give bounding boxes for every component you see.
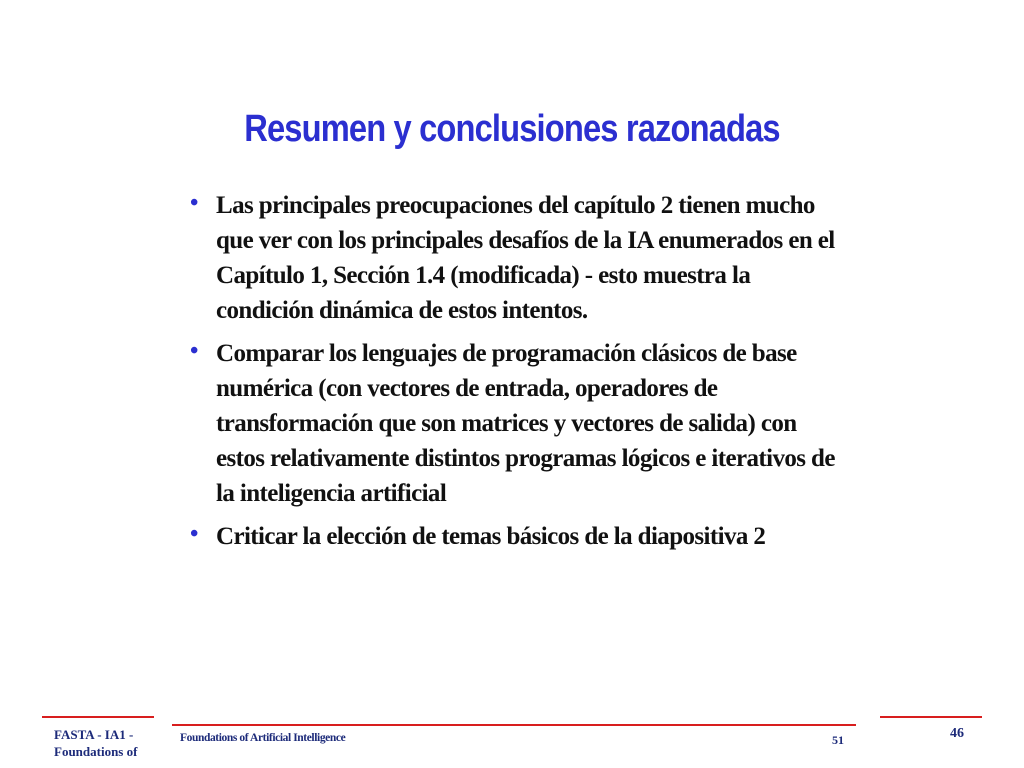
footer-course-label [54,726,146,760]
bullet-text: Las principales preocupaciones del capítulo 2 tienen mucho que ver con los principales desafíos de la IA enumerados en el Capítulo 1, Sección 1.4 (modificada) - esto muestra la condición dinámica de estos intentos. [216,192,835,324]
bullet-list [190,188,840,562]
bullet-text: Comparar los lenguajes de programación clásicos de base numérica (con vectores de entrada, operadores de transformación que son matrices y vectores de salida) con estos relativamente distintos programas lógicos e iterativos de la inteligencia artificial [216,340,835,507]
footer-course-line-2: Foundations of [54,744,138,759]
slide-title: Resumen y conclusiones razonadas [244,108,780,150]
outer-page-number: 46 [950,726,964,741]
bullet-dot-icon: • [190,338,198,364]
bullet-item [190,519,840,554]
footer-course-title: Foundations of Artificial Intelligence [180,732,346,744]
bullet-item [190,188,840,328]
bullet-dot-icon: • [190,190,198,216]
bullet-item [190,336,840,511]
inner-page-number: 51 [832,733,844,747]
footer-course-line-1: FASTA - IA1 - [54,727,134,742]
footer-rule-middle [172,724,856,726]
footer-rule-left [42,716,154,718]
bullet-text: Criticar la elección de temas básicos de la diapositiva 2 [216,523,766,550]
footer-rule-right [880,716,982,718]
bullet-dot-icon: • [190,521,198,547]
